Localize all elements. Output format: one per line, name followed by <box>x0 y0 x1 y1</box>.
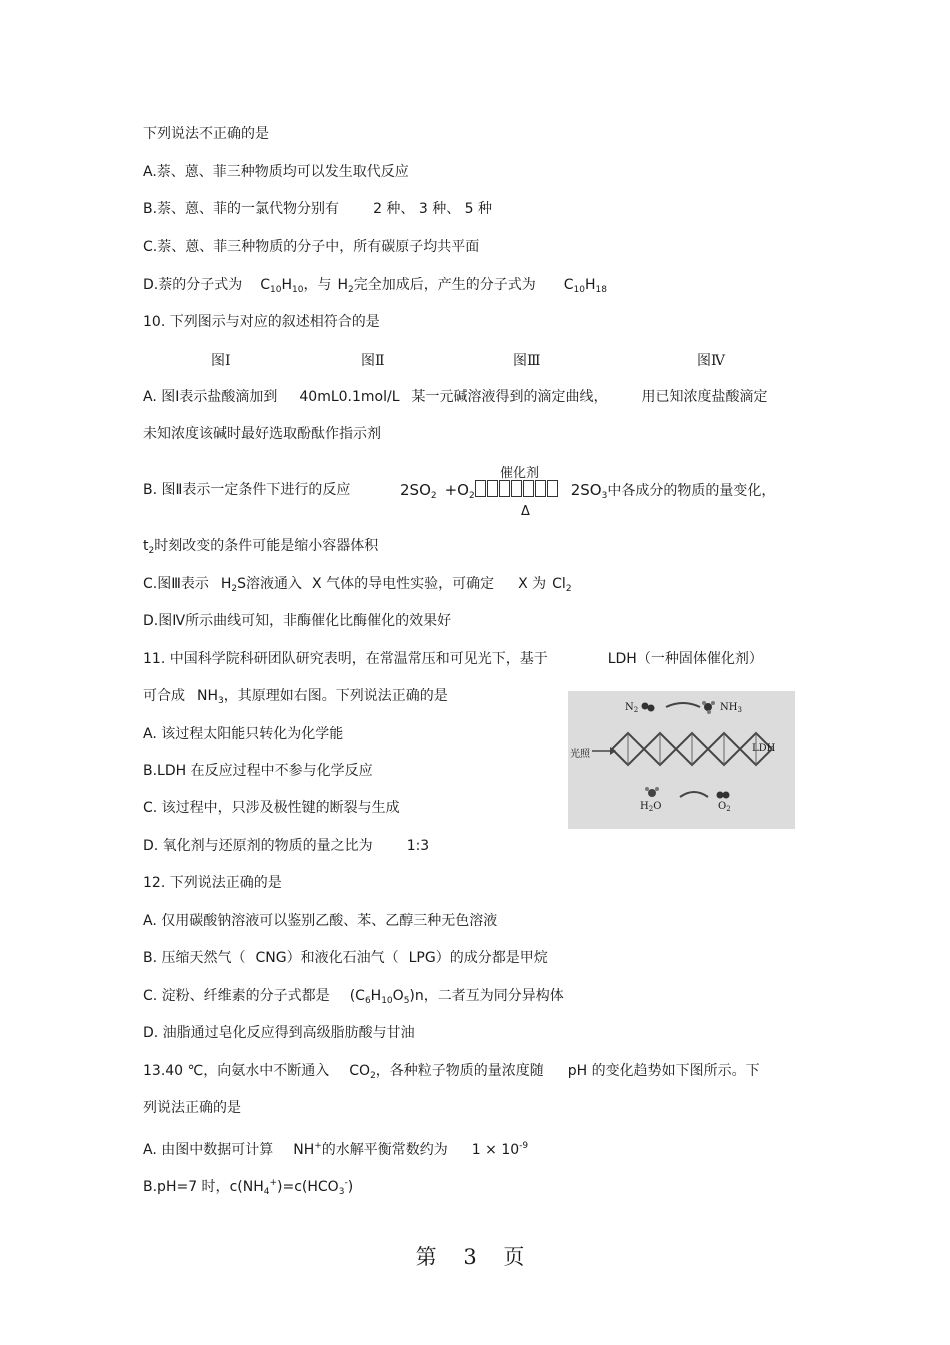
q13-stem-line2: 列说法正确的是 <box>143 1100 241 1116</box>
fig-label-4: 图Ⅳ <box>697 353 725 369</box>
ldh-mechanism-image <box>568 691 795 829</box>
q11-option-c: C. 该过程中，只涉及极性键的断裂与生成 <box>143 800 400 816</box>
img-nh3-label: $NH_3$ <box>720 702 742 714</box>
fig-label-2: 图Ⅱ <box>361 353 385 369</box>
img-n2-label: $N_2$ <box>625 702 639 714</box>
q13-stem-line1: 13.40 ℃，向氨水中不断通入 $CO_2$，各种粒子物质的量浓度随 pH 的变化趋势如下图所示。下 <box>143 1063 760 1081</box>
q12-stem: 12. 下列说法正确的是 <box>143 875 282 891</box>
q10-option-b-line2: $t_2$时刻改变的条件可能是缩小容器体积 <box>143 538 379 556</box>
q12-option-c: C. 淀粉、纤维素的分子式都是 $(C_6H_{10}O_5)n$，二者互为同分异构体 <box>143 988 564 1006</box>
q10-option-c: C.图Ⅲ表示 $H_2S$溶液通入 X 气体的导电性实验，可确定 X 为 $Cl_2$ <box>143 576 572 594</box>
q11-stem-line1: 11. 中国科学院科研团队研究表明，在常温常压和可见光下，基于 LDH（一种固体催化剂） <box>143 651 763 667</box>
heat-symbol: Δ <box>521 504 530 519</box>
q11-stem-line2: 可合成 $NH_3$，其原理如右图。下列说法正确的是 <box>143 688 448 706</box>
q9-option-d <box>143 275 607 300</box>
fig-label-3: 图Ⅲ <box>513 353 541 369</box>
q9-stem: 下列说法不正确的是 <box>143 126 269 142</box>
equilibrium-arrow-glyph <box>475 480 486 497</box>
q10-option-b-line1: B. 图Ⅱ表示一定条件下进行的反应 <box>143 482 351 498</box>
catalyst-label: 催化剂 <box>500 466 540 481</box>
q11-option-d: D. 氧化剂与还原剂的物质的量之比为 1:3 <box>143 838 430 854</box>
q9-b-text: B.萘、蒽、菲的一氯代物分别有 <box>143 201 340 217</box>
q9-d-formula2: $C_{10}H_{18}$ <box>563 277 607 295</box>
q9-d-formula1: $C_{10}H_{10}$ <box>260 277 304 295</box>
q10-option-d: D.图Ⅳ所示曲线可知，非酶催化比酶催化的效果好 <box>143 613 452 629</box>
fig-label-1: 图Ⅰ <box>211 353 231 369</box>
q9-d-text2: ，与 <box>303 277 332 293</box>
q10-stem: 10. 下列图示与对应的叙述相符合的是 <box>143 314 380 330</box>
reaction-equation: 催化剂 $2SO_2 +O_2$ $2SO_3$中各成分的物质的量变化， Δ <box>400 478 790 524</box>
q9-option-c: C.萘、蒽、菲三种物质的分子中，所有碳原子均共平面 <box>143 239 480 255</box>
q13-option-b: B.pH=7 时，$c(NH_4^+)=c(HCO_3^-)$ <box>143 1178 354 1197</box>
q9-b-counts: 2 种、 3 种、 5 种 <box>373 201 493 217</box>
q10-option-a-line1: A. 图Ⅰ表示盐酸滴加到 40mL0.1mol/L 某一元碱溶液得到的滴定曲线， 用已知浓度盐酸滴定 <box>143 389 768 405</box>
q12-option-d: D. 油脂通过皂化反应得到高级脂肪酸与甘油 <box>143 1025 415 1041</box>
img-ldh-label: LDH <box>752 743 776 754</box>
q9-option-b <box>143 199 492 219</box>
q9-d-text3: 完全加成后，产生的分子式为 <box>353 277 536 293</box>
q9-d-text1: D.萘的分子式为 <box>143 277 243 293</box>
q11-option-b: B.LDH 在反应过程中不参与化学反应 <box>143 763 373 779</box>
img-o2-label: $O_2$ <box>718 801 731 813</box>
q13-option-a: A. 由图中数据可计算 NH+的水解平衡常数约为 $1 \times 10^{-9}$ <box>143 1141 529 1158</box>
q10-option-a-line2: 未知浓度该碱时最好选取酚酞作指示剂 <box>143 426 381 442</box>
q9-d-h2: $H_2$ <box>337 277 354 295</box>
q12-option-b: B. 压缩天然气（ CNG）和液化石油气（ LPG）的成分都是甲烷 <box>143 950 548 966</box>
img-light-label: 光照 <box>570 749 590 760</box>
page-number: 第 3 页 <box>415 1245 535 1269</box>
q11-option-a: A. 该过程太阳能只转化为化学能 <box>143 726 344 742</box>
q9-option-a: A.萘、蒽、菲三种物质均可以发生取代反应 <box>143 164 409 180</box>
q12-option-a: A. 仅用碳酸钠溶液可以鉴别乙酸、苯、乙醇三种无色溶液 <box>143 913 498 929</box>
img-h2o-label: $H_2O$ <box>640 801 662 813</box>
